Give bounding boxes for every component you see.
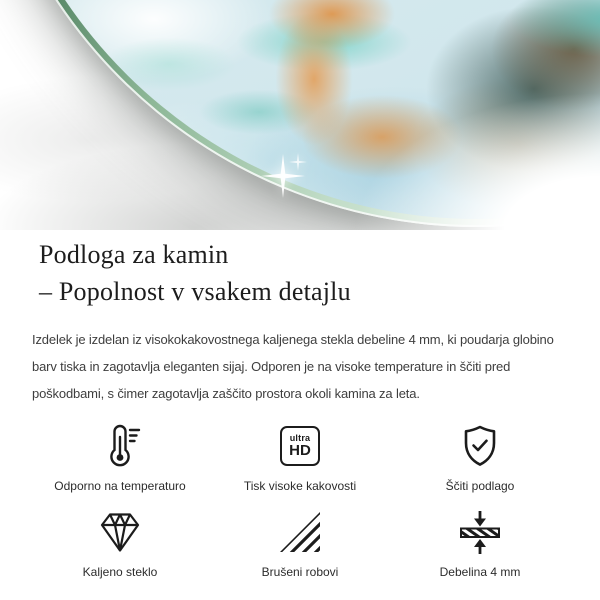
feature-label: Kaljeno steklo	[82, 565, 158, 579]
hd-badge-top: ultra	[289, 433, 311, 443]
title-line-1: Podloga za kamin	[39, 240, 229, 269]
feature-label: Odporno na temperaturo	[54, 479, 186, 493]
title-line-2: – Popolnost v vsakem detajlu	[39, 277, 351, 306]
feature-protection	[390, 422, 570, 494]
feature-temperature	[30, 422, 210, 494]
ultra-hd-icon	[280, 426, 320, 466]
thermometer-icon	[96, 422, 144, 470]
sparkle-small-icon	[289, 153, 307, 171]
feature-print-quality	[210, 422, 390, 494]
thickness-icon	[456, 508, 504, 556]
feature-thickness	[390, 508, 570, 580]
feature-label: Tisk visoke kakovosti	[243, 479, 357, 493]
hd-badge-bottom: HD	[289, 442, 311, 459]
diamond-icon	[96, 508, 144, 556]
brushed-edges-icon	[276, 508, 324, 556]
feature-label: Brušeni robovi	[261, 565, 339, 579]
feature-tempered-glass	[30, 508, 210, 580]
product-description: Izdelek je izdelan iz visokokakovostnega kaljenega stekla debeline 4 mm, ki poudarja globino barv tiska in zagotavlja eleganten sijaj. Odporen je na visoke temperature in ščiti pred poškodbami, s čimer zagotavlja zaščito prostora okoli kamina za leta.	[32, 332, 554, 401]
page-title	[39, 236, 568, 310]
feature-label: Ščiti podlago	[445, 479, 515, 493]
feature-brushed-edges	[210, 508, 390, 580]
hero-product-image	[0, 0, 600, 230]
feature-grid	[30, 422, 570, 580]
feature-label: Debelina 4 mm	[439, 565, 521, 579]
shield-check-icon	[456, 422, 504, 470]
